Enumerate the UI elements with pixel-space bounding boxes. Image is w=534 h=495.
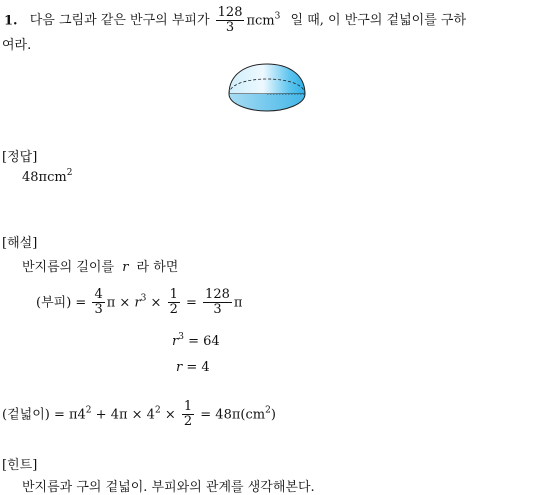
explanation-label: [해설]	[2, 236, 38, 251]
explanation-intro-var: r	[122, 260, 129, 275]
volume-unit: cm	[255, 13, 275, 29]
eq1-frac2-den: 2	[169, 302, 178, 318]
eq1-mid1: π ×	[106, 295, 131, 311]
eq1-frac1-den: 3	[94, 302, 103, 318]
volume-denominator: 3	[225, 20, 235, 36]
answer-label: [정답]	[2, 150, 38, 165]
eq4-exp2: 2	[154, 405, 161, 416]
eq4-frac-den: 2	[183, 414, 193, 430]
explanation-intro-after: 라 하면	[136, 260, 179, 275]
question-line-2	[2, 34, 31, 53]
eq1-frac1	[92, 288, 104, 318]
hemisphere-base-front	[229, 94, 305, 111]
eq1-lhs: (부피) =	[36, 295, 87, 311]
eq3-var: r	[176, 360, 183, 375]
eq4-mid2: ×	[164, 407, 176, 423]
eq4-mid1: + 4π × 4	[91, 407, 155, 423]
hemisphere-dome	[229, 64, 305, 94]
eq1-exp: 3	[140, 293, 147, 304]
question-text-line2: 여라.	[2, 38, 32, 53]
eq1-frac3-num: 128	[205, 287, 230, 302]
eq4-frac-num: 1	[183, 399, 193, 414]
eq2-exp: 3	[178, 332, 184, 342]
hint-text: 반지름과 구의 겉넓이. 부피와의 관계를 생각해본다.	[22, 480, 315, 495]
answer-unit: cm	[47, 170, 67, 185]
eq4-exp3: 2	[265, 405, 271, 416]
volume-numerator: 128	[217, 5, 243, 20]
answer-value: 48π	[22, 170, 48, 185]
volume-unit-exp: 3	[274, 11, 281, 22]
eq3-rhs: = 4	[186, 360, 210, 375]
eq1-end: π	[233, 295, 243, 311]
eq1-mid2: ×	[150, 295, 162, 311]
eq1-frac3	[203, 288, 232, 318]
answer-unit-exp: 2	[66, 168, 73, 178]
eq4-rhs: = 48π(cm	[200, 407, 266, 423]
eq2-var: r	[172, 334, 179, 349]
explanation-intro	[22, 256, 178, 275]
eq4-exp1: 2	[85, 405, 92, 416]
equation-volume	[36, 288, 242, 318]
eq4-frac	[182, 400, 194, 430]
question-line-1	[4, 6, 466, 36]
hemisphere-figure	[226, 60, 308, 116]
answer-value-line	[22, 168, 72, 185]
explanation-intro-before: 반지름의 길이를	[22, 260, 115, 275]
equation-r	[176, 360, 210, 375]
question-text-before: 다음 그림과 같은 반구의 부피가	[29, 13, 210, 29]
eq1-frac3-den: 3	[213, 302, 222, 318]
eq2-rhs: = 64	[188, 334, 220, 349]
volume-pi: π	[246, 13, 256, 29]
eq1-frac1-num: 4	[94, 287, 103, 302]
volume-fraction	[216, 6, 245, 36]
hint-label: [힌트]	[2, 458, 38, 473]
eq1-frac2-num: 1	[169, 287, 178, 302]
eq1-eq: =	[186, 295, 197, 311]
equation-surface-area	[2, 400, 276, 430]
question-text-after: 일 때, 이 반구의 겉넓이를 구하	[290, 13, 467, 29]
equation-r-cubed	[172, 332, 220, 349]
eq4-lhs: (겉넓이) = π4	[2, 407, 86, 423]
eq4-close: )	[270, 407, 276, 423]
question-number: 1.	[4, 13, 18, 29]
eq1-var: r	[134, 295, 141, 311]
eq1-frac2	[168, 288, 180, 318]
